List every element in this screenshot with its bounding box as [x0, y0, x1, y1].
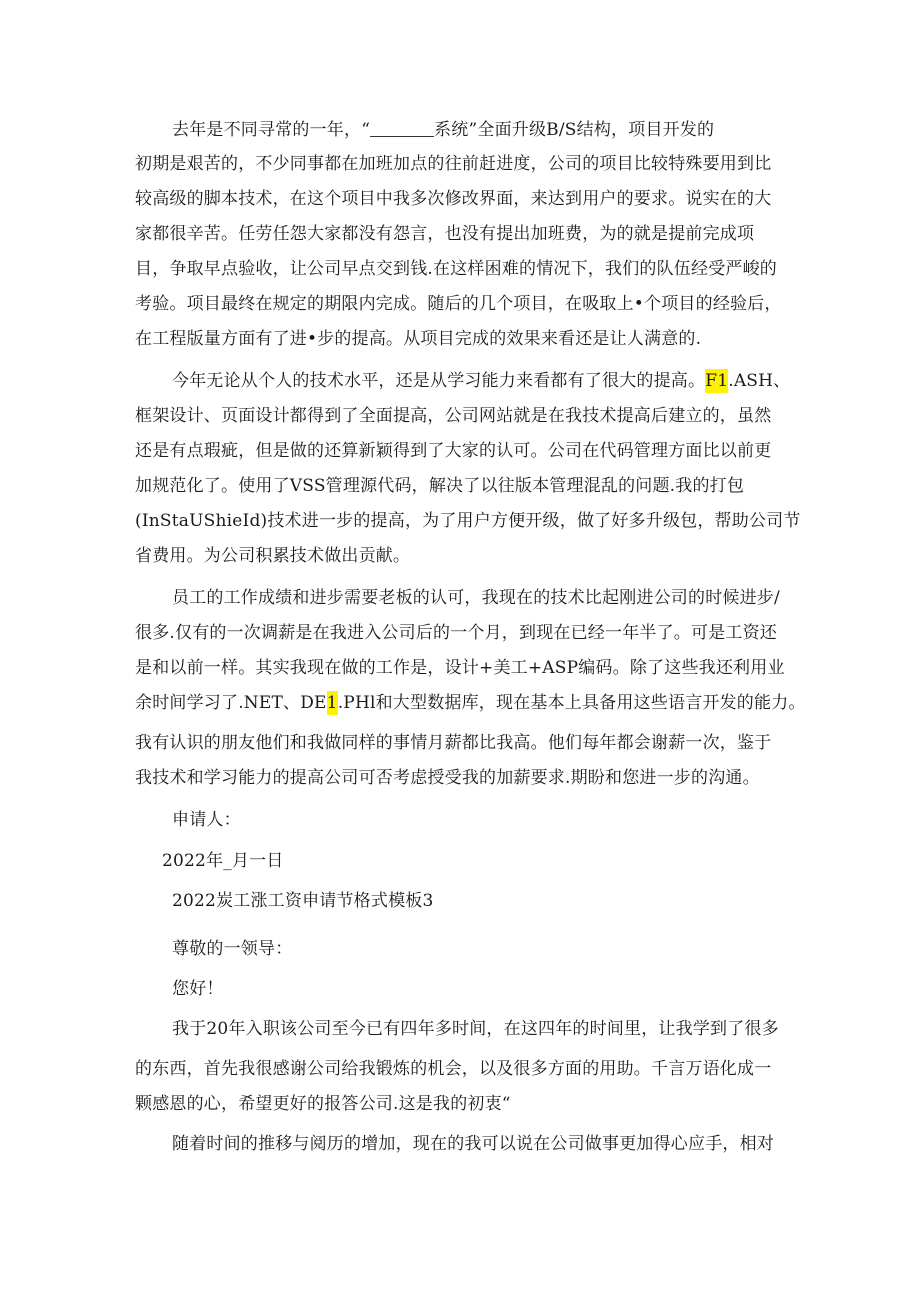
p1-line-6: 考验。项目最终在规定的期限内完成。随后的几个项目，在吸取上•个项目的经验后， — [135, 294, 782, 314]
p3-line-3: 是和以前一样。其实我现在做的工作是，设计+美工+ASP编码。除了这些我还利用业 — [135, 658, 785, 678]
highlight-mark: 1 — [326, 693, 338, 713]
p1-line-4: 家都很辛苦。任劳任怨大家都没有怨言，也没有提出加班费，为的就是提前完成项 — [135, 224, 755, 244]
p2-line-4: 加规范化了。使用了VSS管理源代码，解决了以往版本管理混乱的问题.我的打包 — [135, 476, 745, 496]
p1-line-7: 在工程版量方面有了进•步的提高。从项目完成的效果来看还是让人满意的. — [135, 329, 702, 349]
p3-line-1: 员工的工作成绩和进步需要老板的认可，我现在的技术比起刚进公司的时候进步/ — [172, 588, 780, 608]
salutation: 尊敬的一领导： — [172, 939, 293, 959]
p4-line-1: 我于20年入职该公司至今已有四年多时间，在这四年的时间里，让我学到了很多 — [172, 1019, 779, 1039]
date-line: 2022年_月一日 — [162, 851, 284, 871]
p2-line-5: (InStaUShieId)技术进一步的提高，为了用户方便开级，做了好多升级包，帮助公司节 — [135, 511, 801, 531]
blank-field — [370, 122, 434, 137]
p2-line-3: 还是有点瑕疵，但是做的还算新颖得到了大家的认可。公司在代码管理方面比以前更 — [135, 441, 772, 461]
p3-line-2: 很多.仅有的一次调薪是在我进入公司后的一个月，到现在已经一年半了。可是工资还 — [135, 623, 778, 643]
highlight-mark: F1 — [705, 371, 729, 391]
p4-line-3: 颗感恩的心，希望更好的报答公司.这是我的初衷“ — [135, 1094, 511, 1114]
applicant-label: 申请人： — [172, 810, 241, 830]
p4-line-2: 的东西，首先我很感谢公司给我锻炼的机会，以及很多方面的用助。千言万语化成一 — [135, 1059, 772, 1079]
p1-line-1: 去年是不同寻常的一年，“ 系统”全面升级B/S结构，项目开发的 — [172, 120, 715, 140]
p2-line-1: 今年无论从个人的技术水平，还是从学习能力来看都有了很大的提高。F1.ASH、 — [172, 371, 791, 391]
p1-line-5: 目，争取早点验收，让公司早点交到钱.在这样困难的情况下，我们的队伍经受严峻的 — [135, 259, 778, 279]
p1-line-2: 初期是艰苦的，不少同事都在加班加点的往前赶进度，公司的项目比较特殊要用到比 — [135, 154, 772, 174]
p1-line-3: 较高级的脚本技术，在这个项目中我多次修改界面，来达到用户的要求。说实在的大 — [135, 189, 772, 209]
p5-line-1: 随着时间的推移与阅历的增加，现在的我可以说在公司做事更加得心应手，相对 — [172, 1134, 774, 1154]
p2-line-6: 省费用。为公司积累技术做出贡献。 — [135, 546, 411, 566]
greeting: 您好！ — [172, 979, 224, 999]
section-heading: 2022炭工涨工资申请节格式模板3 — [172, 891, 434, 911]
p3-line-5: 我有认识的朋友他们和我做同样的事情月薪都比我高。他们每年都会谢薪一次，鉴于 — [135, 733, 772, 753]
p3-line-4: 余时间学习了.NET、DE1.PHl和大型数据库，现在基本上具备用这些语言开发的能力。 — [135, 693, 806, 713]
p2-line-2: 框架设计、页面设计都得到了全面提高，公司网站就是在我技术提高后建立的，虽然 — [135, 406, 772, 426]
p3-line-6: 我技术和学习能力的提高公司可否考虑授受我的加薪要求.期盼和您进一步的沟通。 — [135, 768, 760, 788]
